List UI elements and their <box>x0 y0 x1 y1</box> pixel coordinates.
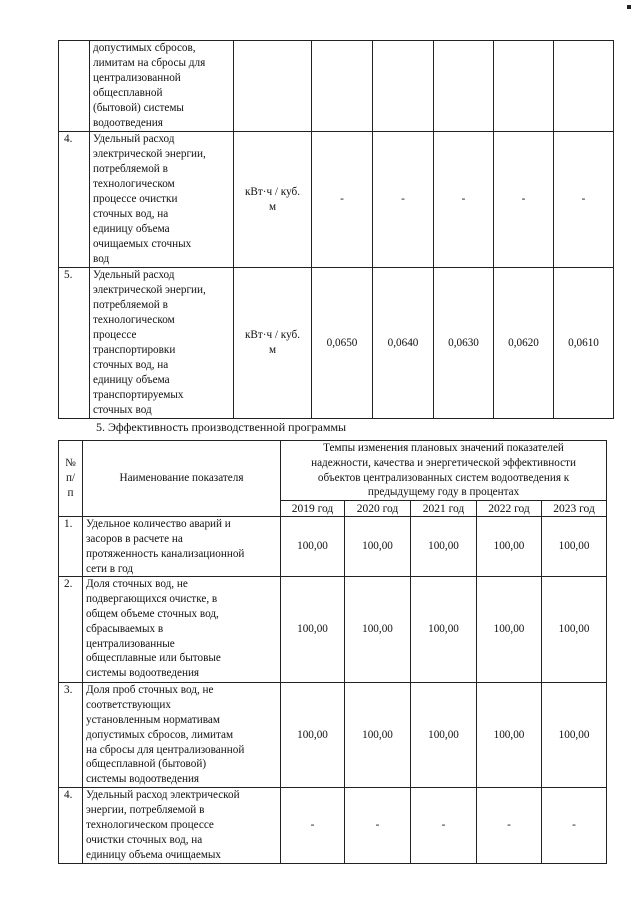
value-cell <box>554 41 614 132</box>
value-cell <box>434 41 494 132</box>
header-number: № п/ п <box>59 441 83 517</box>
value-cell: - <box>411 788 477 864</box>
table-row <box>59 132 614 268</box>
indicator-name: допустимых сбросов, лимитам на сбросы для централизованной общесплавной (бытовой) системы водоотведения <box>90 41 234 132</box>
indicator-name: Удельный расход электрической энергии, потребляемой в технологическом процессе транспортировки сточных вод, на единицу объема транспортируемых сточных вод <box>90 268 234 419</box>
value-cell: 100,00 <box>477 577 542 683</box>
efficiency-table <box>58 440 607 864</box>
value-cell <box>494 41 554 132</box>
value-cell: 100,00 <box>411 683 477 788</box>
value-cell: 100,00 <box>411 577 477 683</box>
year-header: 2019 год <box>281 501 345 517</box>
indicator-name: Доля проб сточных вод, не соответствующих установленным нормативам допустимых сбросов, лимитам на сбросы для централизованной общесплавной (бытовой) системы водоотведения <box>83 683 281 788</box>
value-cell: 0,0630 <box>434 268 494 419</box>
row-number: 1. <box>59 517 83 577</box>
indicator-name: Удельный расход электрической энергии, потребляемой в технологическом процессе очистки сточных вод, на единицу объема очищаемых <box>83 788 281 864</box>
indicator-name: Удельный расход электрической энергии, потребляемой в технологическом процессе очистки сточных вод, на единицу объема очищаемых сточных вод <box>90 132 234 268</box>
value-cell: - <box>312 132 373 268</box>
value-cell: - <box>373 132 434 268</box>
value-cell: 100,00 <box>542 683 607 788</box>
table-row <box>59 788 607 864</box>
row-number <box>59 41 90 132</box>
value-cell: - <box>477 788 542 864</box>
value-cell: - <box>554 132 614 268</box>
indicators-table-continued <box>58 40 614 419</box>
value-cell: 100,00 <box>542 517 607 577</box>
value-cell: 100,00 <box>345 577 411 683</box>
unit-cell: кВт·ч / куб. м <box>234 268 312 419</box>
value-cell: 0,0650 <box>312 268 373 419</box>
year-header: 2020 год <box>345 501 411 517</box>
table-row <box>59 683 607 788</box>
value-cell: - <box>345 788 411 864</box>
table-row <box>59 41 614 132</box>
table-row <box>59 517 607 577</box>
value-cell: - <box>542 788 607 864</box>
row-number: 3. <box>59 683 83 788</box>
value-cell <box>312 41 373 132</box>
value-cell: 100,00 <box>281 683 345 788</box>
section-title: 5. Эффективность производственной программы <box>96 420 347 434</box>
table-row <box>59 577 607 683</box>
value-cell: 0,0620 <box>494 268 554 419</box>
indicator-name: Удельное количество аварий и засоров в расчете на протяженность канализационной сети в год <box>83 517 281 577</box>
value-cell: 0,0640 <box>373 268 434 419</box>
value-cell: 100,00 <box>477 683 542 788</box>
year-header: 2023 год <box>542 501 607 517</box>
value-cell: - <box>494 132 554 268</box>
value-cell: 100,00 <box>477 517 542 577</box>
page-corner-mark <box>627 5 631 9</box>
table-header-row <box>59 441 607 501</box>
row-number: 2. <box>59 577 83 683</box>
year-header: 2021 год <box>411 501 477 517</box>
value-cell: 100,00 <box>345 683 411 788</box>
value-cell: 100,00 <box>281 517 345 577</box>
value-cell: 100,00 <box>281 577 345 683</box>
value-cell: 0,0610 <box>554 268 614 419</box>
row-number: 4. <box>59 132 90 268</box>
row-number: 5. <box>59 268 90 419</box>
value-cell: 100,00 <box>542 577 607 683</box>
year-header: 2022 год <box>477 501 542 517</box>
table-row <box>59 268 614 419</box>
header-rates-group: Темпы изменения плановых значений показателей надежности, качества и энергетической эффективности объектов централизованных систем водоотведения к предыдущему году в процентах <box>281 441 607 501</box>
header-indicator-name: Наименование показателя <box>83 441 281 517</box>
indicator-name: Доля сточных вод, не подвергающихся очистке, в общем объеме сточных вод, сбрасываемых в централизованные общесплавные или бытовые системы водоотведения <box>83 577 281 683</box>
row-number: 4. <box>59 788 83 864</box>
unit-cell <box>234 41 312 132</box>
value-cell: 100,00 <box>345 517 411 577</box>
value-cell <box>373 41 434 132</box>
value-cell: - <box>434 132 494 268</box>
unit-cell: кВт·ч / куб. м <box>234 132 312 268</box>
value-cell: - <box>281 788 345 864</box>
value-cell: 100,00 <box>411 517 477 577</box>
